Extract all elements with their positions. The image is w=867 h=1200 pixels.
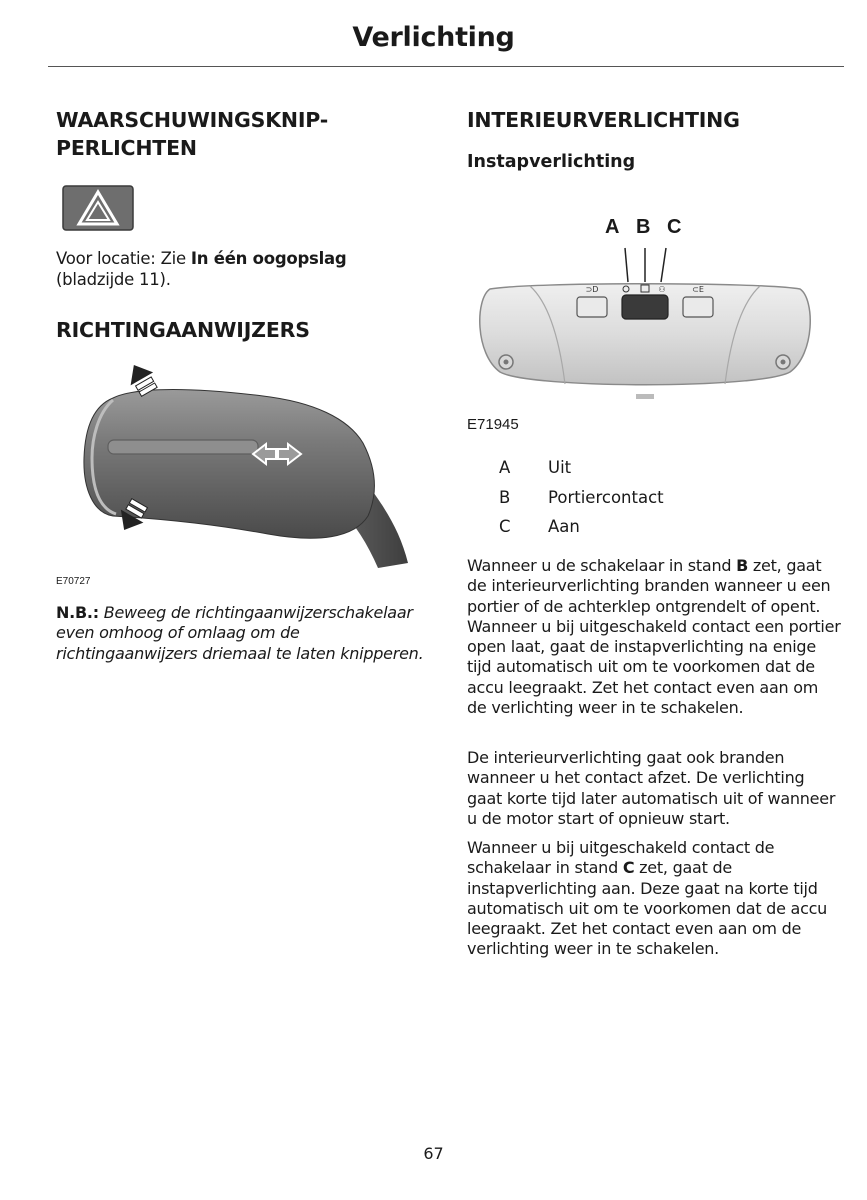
hazard-heading-line2: PERLICHTEN	[56, 136, 197, 160]
note-text: Beweeg de richtingaanwijzerschakelaar even omhoog of omlaag om de richtingaanwijzers driemaal te laten knipperen.	[56, 603, 424, 663]
figure-label-b: B	[636, 216, 651, 238]
figure-label-c: C	[667, 216, 682, 238]
location-suffix: (bladzijde 11).	[56, 270, 171, 289]
svg-text:⊃D: ⊃D	[585, 285, 599, 294]
hazard-heading	[56, 106, 416, 162]
indicators-heading: RICHTINGAANWIJZERS	[56, 318, 310, 342]
paragraph-1	[467, 556, 842, 718]
para1-text-a: Wanneer u de schakelaar in stand	[467, 556, 737, 575]
turn-signal-stalk-illustration	[78, 358, 418, 573]
legend-value-b: Portiercontact	[548, 488, 664, 507]
para1-text-c: zet, gaat de interieurverlichting branden wanneer u een portier of de achterklep ontgrendelt of opent. Wanneer u bij uitgeschakeld contact een portier open laat, gaat de instapverlichting na enige tijd automatisch uit om te voorkomen dat de accu leegraakt. Zet het contact even aan om de verlichting weer in te schakelen.	[467, 556, 841, 718]
legend-value-a: Uit	[548, 458, 572, 477]
legend-value-c: Aan	[548, 517, 580, 536]
svg-text:⚇: ⚇	[658, 285, 666, 294]
figure-code-e70727: E70727	[56, 576, 91, 587]
location-prefix: Voor locatie: Zie	[56, 249, 191, 268]
paragraph-3	[467, 838, 842, 960]
para3-text-c: zet, gaat de instapverlichting aan. Deze gaat na korte tijd automatisch uit om te voorkomen dat de accu leegraakt. Zet het contact even aan om de verlichting weer in te schakelen.	[467, 858, 828, 959]
figure-code-e71945: E71945	[467, 416, 519, 433]
hazard-location-text	[56, 248, 416, 290]
hazard-heading-line1: WAARSCHUWINGSKNIP-	[56, 108, 329, 132]
interior-lamp-illustration	[470, 244, 820, 409]
para1-bold-b: B	[736, 556, 749, 575]
page-title: Verlichting	[352, 22, 515, 53]
paragraph-2: De interieurverlichting gaat ook branden wanneer u het contact afzet. De verlichting gaat korte tijd later automatisch uit of wanneer u de motor start of opnieuw start.	[467, 748, 836, 828]
location-link[interactable]: In één oogopslag	[190, 249, 347, 268]
para3-bold-c: C	[622, 858, 635, 878]
legend-key-b: B	[499, 488, 511, 507]
legend-key-a: A	[499, 458, 511, 477]
hazard-button-icon	[62, 185, 134, 231]
interior-subheading: Instapverlichting	[467, 152, 636, 172]
header-rule	[48, 66, 844, 67]
svg-text:⊂E: ⊂E	[692, 285, 704, 294]
legend-key-c: C	[499, 517, 511, 536]
indicators-note	[56, 603, 431, 664]
figure-label-a: A	[605, 216, 620, 238]
para3-text-a: Wanneer u bij uitgeschakeld contact de schakelaar in stand	[467, 838, 775, 878]
note-label: N.B.:	[56, 603, 99, 622]
interior-heading: INTERIEURVERLICHTING	[467, 108, 740, 132]
page-number: 67	[423, 1144, 444, 1163]
